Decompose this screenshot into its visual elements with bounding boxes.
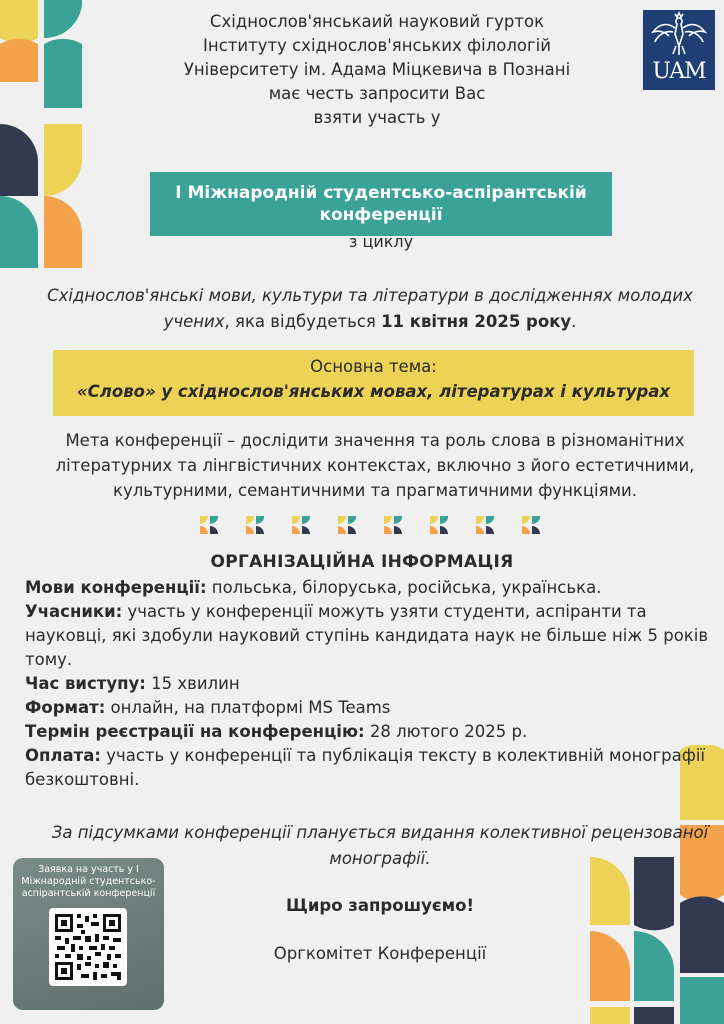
uam-logo <box>643 10 715 90</box>
org-info-label: Час виступу: <box>25 674 146 693</box>
header-line: Інституту східнослов'янських філологій <box>203 36 551 55</box>
org-info-item <box>25 576 724 600</box>
org-info-value: 15 хвилин <box>145 674 240 693</box>
conference-title-line: I Міжнародній студентсько-аспірантській <box>175 183 587 203</box>
org-info-value: участь у конференції та публікація тексту в колективній монографії безкоштовні. <box>25 746 706 789</box>
org-info-item <box>25 600 724 672</box>
conference-banner <box>150 172 612 236</box>
org-info-list <box>25 576 724 792</box>
conference-date: 11 квітня 2025 року <box>381 312 572 331</box>
main-theme-box <box>53 350 694 416</box>
qr-code[interactable] <box>49 908 127 986</box>
theme-label: Основна тема: <box>310 357 437 376</box>
org-info-label: Формат: <box>25 698 106 717</box>
topic-end: . <box>571 312 577 331</box>
conference-aim: Мета конференції – дослідити значення та роль слова в різноманітних літературних та лінгвістичних контекстах, включно з його естетичними, культурними, семантичними та прагматичними функціями. <box>55 431 695 500</box>
org-info-item <box>25 720 724 744</box>
org-info-label: Учасники: <box>25 602 123 621</box>
org-info-value: онлайн, на платформі MS Teams <box>105 698 391 717</box>
conference-topic <box>20 283 720 335</box>
qr-code-icon <box>55 914 121 980</box>
org-info-value: 28 лютого 2025 р. <box>364 722 528 741</box>
logo-text: UAM <box>652 59 706 84</box>
org-info-label: Мови конференції: <box>25 578 207 597</box>
org-info-item <box>25 696 724 720</box>
org-info-label: Оплата: <box>25 746 101 765</box>
header-line: Університету ім. Адама Міцкевича в Познані <box>183 60 571 79</box>
decor-divider <box>198 516 558 534</box>
invitation-text: Щиро запрошуємо! <box>285 896 474 915</box>
header-line: має честь запросити Вас <box>268 84 486 103</box>
qr-caption: Заявка на участь у I Міжнародній студентсько-аспірантській конференції <box>21 864 156 899</box>
organizing-committee: Оргкомітет Конференції <box>273 944 487 963</box>
org-info-title: ОРГАНІЗАЦІЙНА ІНФОРМАЦІЯ <box>210 552 514 572</box>
topic-middle: , яка відбудеться <box>224 312 382 331</box>
org-info-item <box>25 672 724 696</box>
conference-title-line: конференції <box>319 205 443 225</box>
org-info-label: Термін реєстрації на конференцію: <box>25 722 365 741</box>
topic-italic: Східнослов'янські мови, культури та літератури в дослідженнях молодих учених <box>47 286 693 331</box>
cycle-text: з циклу <box>348 232 414 251</box>
registration-qr-card[interactable] <box>13 858 164 1010</box>
header-organizer <box>150 10 604 130</box>
org-info-item <box>25 744 724 792</box>
org-info-value: участь у конференції можуть узяти студенти, аспіранти та науковці, які здобули науковий ступінь кандидата наук не більше ніж 5 років тому. <box>25 602 709 669</box>
decor-petals-left <box>0 0 82 270</box>
header-line: взяти участь у <box>313 108 441 127</box>
monograph-note: За підсумками конференції планується видання колективної рецензованої монографії. <box>51 823 709 868</box>
org-info-value: польська, білоруська, російська, українська. <box>206 578 602 597</box>
header-line: Східнослов'янськаий науковий гурток <box>209 12 545 31</box>
eagle-icon <box>643 10 715 60</box>
theme-title: «Слово» у східнослов'янських мовах, літературах і культурах <box>76 382 671 401</box>
